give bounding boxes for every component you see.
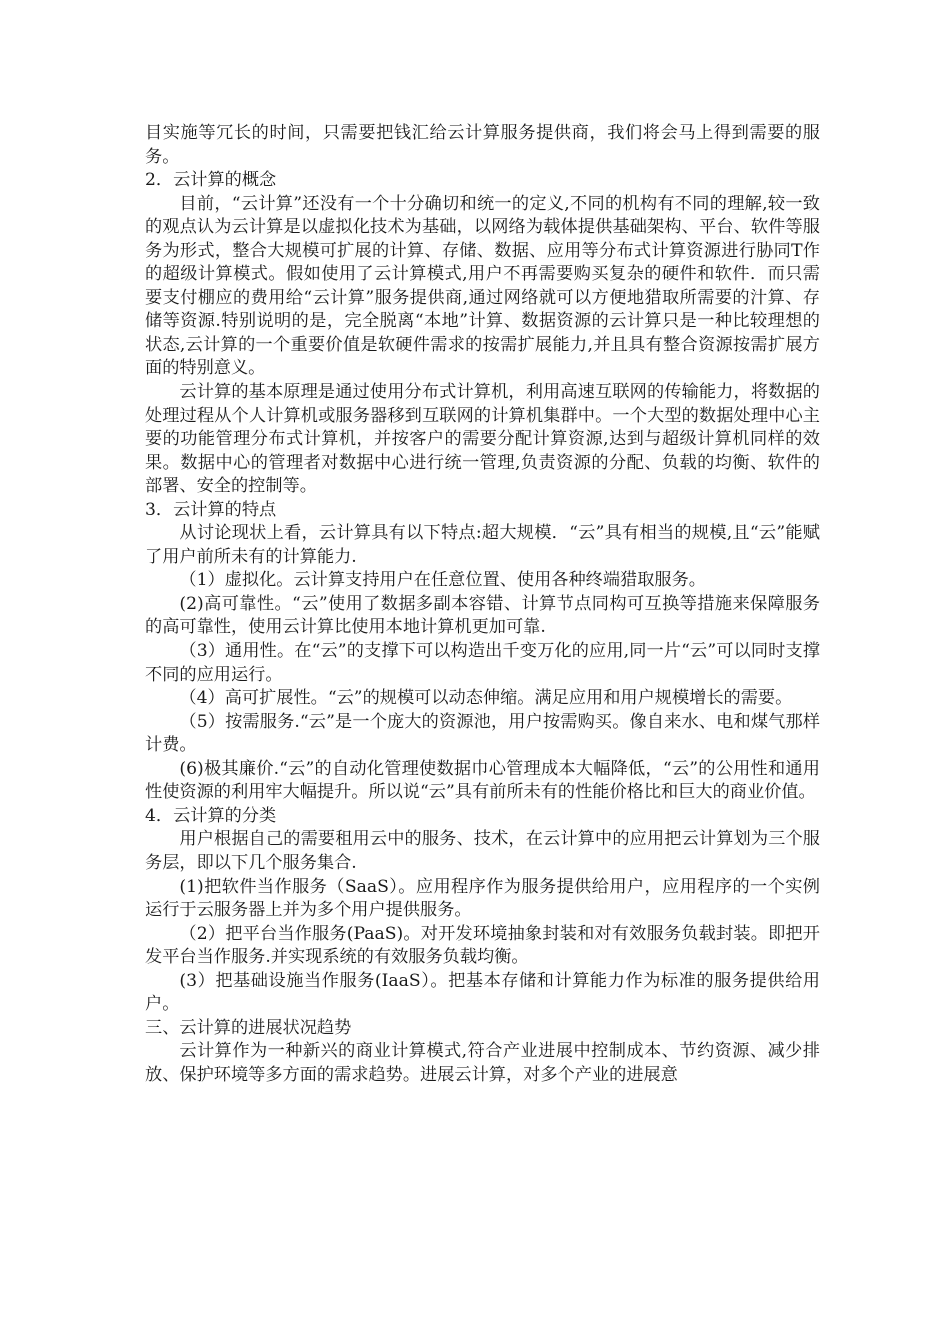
paragraph-features-intro: 从讨论现状上看，云计算具有以下特点:超大规模．“云”具有相当的规模,且“云”能赋了用户前所未有的计算能力.	[145, 523, 820, 567]
feature-item-virtualization: （1）虚拟化。云计算支持用户在任意位置、使用各种终端猎取服务。	[179, 570, 706, 591]
feature-item-low-cost: (6)极其廉价.“云”的自动化管理使数据巾心管理成本大幅降低，“云”的公用性和通用性使资源的利用牢大幅提升。所以说“云”具有前所未有的性能价格比和巨大的商业价值。	[145, 758, 820, 803]
service-item-iaas: (3）把基础设施当作服务(IaaS）。把基本存储和计算能力作为标准的服务提供给用户。	[145, 970, 820, 1015]
service-item-paas: （2）把平台当作服务(PaaS)。对开发环境抽象封装和对有效服务负载封装。即把开发平台当作服务.并实现系统的有效服务负载均衡。	[145, 923, 820, 968]
paragraph-classification-intro: 用户根据自己的需要租用云中的服务、技术，在云计算中的应用把云计算划为三个服务层，即以下几个服务集合.	[145, 829, 820, 873]
service-item-saas: (1)把软件当作服务（SaaS）。应用程序作为服务提供给用户，应用程序的一个实例运行于云服务器上并为多个用户提供服务。	[145, 876, 820, 921]
paragraph-principle: 云计算的基本原理是通过使用分布式计算机，利用高速互联网的传输能力，将数据的处理过程从个人计算机或服务器移到互联网的计算机集群中。一个大型的数据处理中心主要的功能管理分布式计算机，并按客户的需要分配计算资源,达到与超级计算机同样的效果。数据中心的管理者对数据中心进行统一管理,负责资源的分配、负载的均衡、软件的部署、安全的控制等。	[145, 382, 820, 497]
feature-item-on-demand: （5）按需服务.“云”是一个庞大的资源池，用户按需购买。像自来水、电和煤气那样计费。	[145, 711, 820, 756]
section-heading-features: 3．云计算的特点	[145, 499, 277, 520]
section-heading-concept: 2．云计算的概念	[145, 170, 277, 191]
section-heading-trends: 三、云计算的进展状况趋势	[145, 1017, 352, 1038]
document-page	[145, 122, 820, 1087]
paragraph-continuation: 目实施等冗长的时间，只需要把钱汇给云计算服务提供商，我们将会马上得到需要的服务。	[145, 123, 820, 167]
paragraph-trends: 云计算作为一种新兴的商业计算模式,符合产业进展中控制成本、节约资源、减少排放、保护环境等多方面的需求趋势。进展云计算，对多个产业的进展意	[145, 1041, 820, 1085]
paragraph-definition: 目前，“云计算”还没有一个十分确切和统一的定义,不同的机构有不同的理解,较一致的观点认为云计算是以虚拟化技术为基础，以网络为载体提供基础架构、平台、软件等服务为形式，整合大规模可扩展的计算、存储、数据、应用等分布式计算资源进行胁同T作的超级计算模式。假如使用了云计算模式,用户不再需要购买复杂的硬件和软件．而只需要支付棚应的费用给“云计算”服务提供商,通过网络就可以方便地猎取所需要的汁算、存储等资源.特别说明的是，完全脱离“本地”计算、数据资源的云计算只是一种比较理想的状态,云计算的一个重要价值是软硬件需求的按需扩展能力,并且具有整合资源按需扩展方面的特别意义。	[145, 193, 820, 379]
section-heading-classification: 4．云计算的分类	[145, 805, 277, 826]
feature-item-reliability: (2)高可靠性。“云”使用了数据多副本容错、计算节点同构可互换等措施来保障服务的高可靠性，使用云计算比使用本地计算机更加可靠.	[145, 593, 820, 638]
feature-item-scalability: （4）高可扩展性。“云”的规模可以动态伸缩。满足应用和用户规模增长的需要。	[179, 688, 793, 709]
feature-item-generality: （3）通用性。在“云”的支撑下可以构造出千变万化的应用,同一片“云”可以同时支撑不同的应用运行。	[145, 641, 820, 685]
